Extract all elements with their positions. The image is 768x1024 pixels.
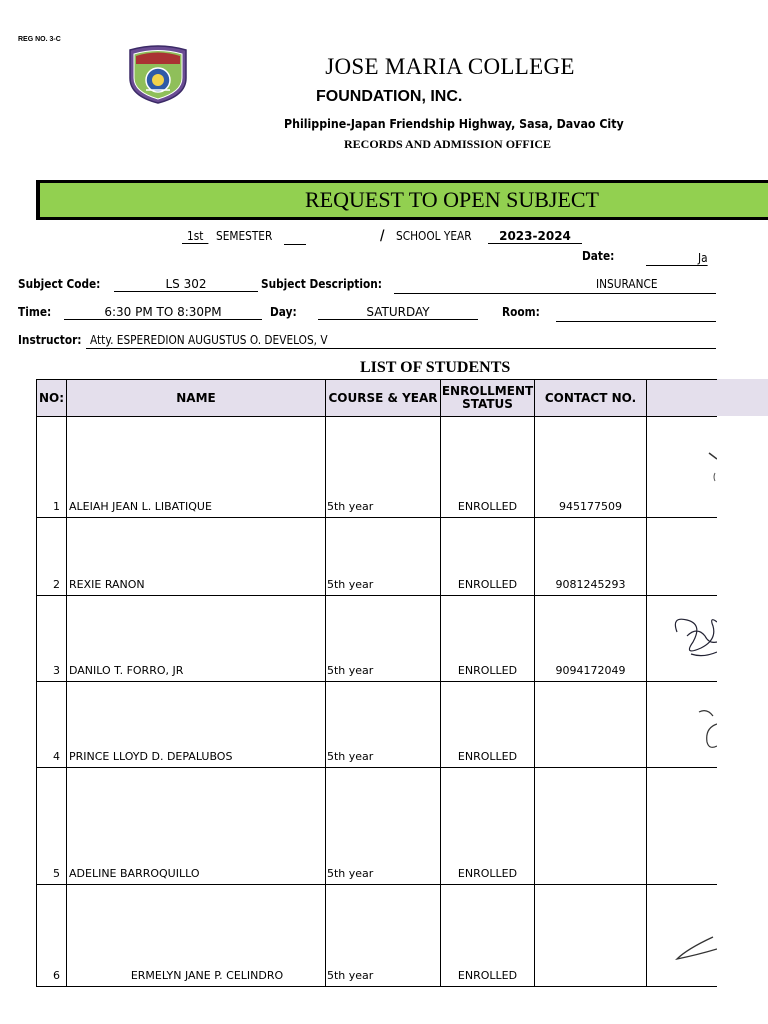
instructor-value: Atty. ESPEREDION AUGUSTUS O. DEVELOS, V <box>90 333 328 347</box>
day-value: SATURDAY <box>318 305 478 320</box>
row-number: 6 <box>37 885 67 987</box>
foundation-name: FOUNDATION, INC. <box>316 88 463 105</box>
date-value: Ja <box>646 251 708 266</box>
semester-label: SEMESTER <box>216 229 273 243</box>
signature-curve-icon <box>647 682 717 766</box>
row-number: 4 <box>37 682 67 768</box>
subject-description-line <box>394 293 716 294</box>
column-header-status-line1: ENROLLMENT <box>441 384 534 398</box>
table-row <box>37 682 717 768</box>
table-header-row <box>37 380 717 417</box>
column-header-no: NO: <box>37 380 67 417</box>
contact-number <box>535 682 647 768</box>
contact-number: 9094172049 <box>535 596 647 682</box>
college-address: Philippine-Japan Friendship Highway, Sasa, Davao City <box>284 117 624 131</box>
school-year-value: 2023-2024 <box>488 229 582 244</box>
students-table <box>36 379 717 987</box>
row-number: 1 <box>37 417 67 518</box>
signature-cell <box>647 596 717 682</box>
semester-blank-line <box>284 244 306 245</box>
room-value <box>556 321 716 322</box>
subject-code-value: LS 302 <box>114 277 258 292</box>
subject-description-label: Subject Description: <box>261 277 382 291</box>
room-label: Room: <box>502 305 540 319</box>
form-title: REQUEST TO OPEN SUBJECT <box>305 187 599 212</box>
office-name: RECORDS AND ADMISSION OFFICE <box>344 137 552 151</box>
enrollment-status: ENROLLED <box>441 417 535 518</box>
course-year: 5th year <box>326 768 441 885</box>
college-name: JOSE MARIA COLLEGE <box>325 54 575 79</box>
instructor-underline <box>86 348 716 349</box>
signature-cell <box>647 768 717 885</box>
signature-mark-icon <box>647 417 717 513</box>
semester-value: 1st <box>182 229 208 244</box>
table-row <box>37 768 717 885</box>
column-header-contact: CONTACT NO. <box>535 380 647 417</box>
enrollment-status: ENROLLED <box>441 885 535 987</box>
instructor-label: Instructor: <box>18 333 82 347</box>
column-header-course: COURSE & YEAR <box>326 380 441 417</box>
column-header-name: NAME <box>67 380 326 417</box>
course-year: 5th year <box>326 596 441 682</box>
table-row <box>37 885 717 987</box>
header-band-extension <box>716 379 768 416</box>
signature-cell <box>647 518 717 596</box>
day-label: Day: <box>270 305 297 319</box>
school-year-label: SCHOOL YEAR <box>396 229 472 243</box>
course-year: 5th year <box>326 417 441 518</box>
enrollment-status: ENROLLED <box>441 596 535 682</box>
contact-number <box>535 768 647 885</box>
signature-scribble-icon <box>647 596 717 680</box>
course-year: 5th year <box>326 682 441 768</box>
course-year: 5th year <box>326 518 441 596</box>
student-name: ERMELYN JANE P. CELINDRO <box>67 885 326 987</box>
reg-number: REG NO. 3-C <box>18 36 61 43</box>
enrollment-status: ENROLLED <box>441 682 535 768</box>
enrollment-status: ENROLLED <box>441 768 535 885</box>
student-name: ALEIAH JEAN L. LIBATIQUE <box>67 417 326 518</box>
row-number: 5 <box>37 768 67 885</box>
course-year: 5th year <box>326 885 441 987</box>
signature-cell <box>647 417 717 518</box>
subject-description-value: INSURANCE <box>596 277 658 291</box>
date-label: Date: <box>582 249 615 263</box>
signature-cell <box>647 682 717 768</box>
row-number: 3 <box>37 596 67 682</box>
student-name: REXIE RANON <box>67 518 326 596</box>
contact-number: 945177509 <box>535 417 647 518</box>
student-name: ADELINE BARROQUILLO <box>67 768 326 885</box>
student-name: PRINCE LLOYD D. DEPALUBOS <box>67 682 326 768</box>
subject-code-label: Subject Code: <box>18 277 101 291</box>
student-name: DANILO T. FORRO, JR <box>67 596 326 682</box>
signature-cell <box>647 885 717 987</box>
column-header-signature <box>647 380 717 417</box>
form-title-banner <box>40 183 768 217</box>
slash-separator: / <box>380 228 385 244</box>
time-value: 6:30 PM TO 8:30PM <box>64 305 262 320</box>
column-header-status-line2: STATUS <box>462 397 513 411</box>
table-row <box>37 417 717 518</box>
list-title: LIST OF STUDENTS <box>360 359 511 376</box>
contact-number: 9081245293 <box>535 518 647 596</box>
time-label: Time: <box>18 305 52 319</box>
column-header-status <box>441 380 535 417</box>
table-row <box>37 518 717 596</box>
enrollment-status: ENROLLED <box>441 518 535 596</box>
table-row <box>37 596 717 682</box>
college-seal-icon <box>124 44 192 104</box>
row-number: 2 <box>37 518 67 596</box>
signature-stroke-icon <box>647 885 717 985</box>
contact-number <box>535 885 647 987</box>
